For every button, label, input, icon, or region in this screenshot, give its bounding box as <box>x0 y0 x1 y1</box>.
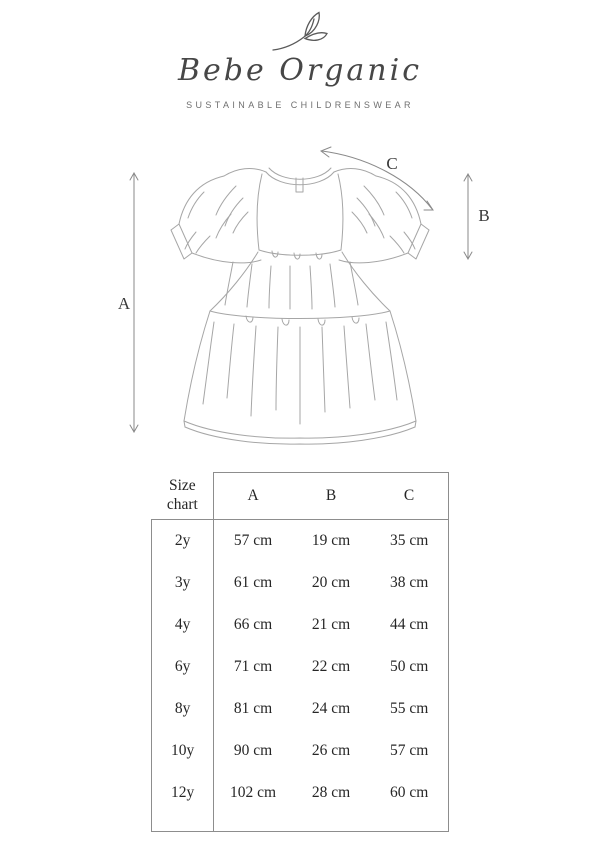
size-label-cell: 3y <box>152 562 214 604</box>
brand-name: Bebe Organic <box>177 53 423 88</box>
measurement-a-cell: 66 cm <box>233 616 273 633</box>
measurement-a-cell: 71 cm <box>233 658 273 675</box>
measurement-arrow-b <box>464 174 472 259</box>
size-chart-corner-label: Size chart <box>166 477 198 513</box>
dress-diagram <box>0 140 600 460</box>
measurement-c-cell: 50 cm <box>370 646 448 688</box>
measurement-arrows <box>130 147 472 432</box>
measurement-a-cell: 102 cm <box>214 772 292 832</box>
measurement-b-cell: 22 cm <box>311 658 351 675</box>
measurement-c-cell: 35 cm <box>370 520 448 563</box>
measurement-b-cell: 28 cm <box>292 772 370 832</box>
dress-sketch <box>171 168 429 444</box>
measurement-arrow-c <box>321 147 433 210</box>
measurement-a-cell: 81 cm <box>233 700 273 717</box>
column-header-a: A <box>214 473 292 520</box>
size-chart-row <box>152 730 449 772</box>
brand-logo <box>0 10 600 110</box>
measurement-c-cell: 57 cm <box>370 730 448 772</box>
measurement-b-cell: 24 cm <box>311 700 351 717</box>
size-label-cell: 8y <box>152 688 214 730</box>
column-header-b: B <box>292 473 370 520</box>
measurement-a-cell: 57 cm <box>233 532 273 549</box>
measurement-a-cell: 90 cm <box>233 742 273 759</box>
measurement-b-cell: 20 cm <box>311 574 351 591</box>
measurement-label-a: A <box>117 294 131 313</box>
measurement-b-cell: 26 cm <box>311 742 351 759</box>
measurement-a-cell: 61 cm <box>233 574 273 591</box>
measurement-b-cell: 19 cm <box>311 532 351 549</box>
measurement-arrow-a <box>130 173 138 432</box>
measurement-c-cell: 55 cm <box>370 688 448 730</box>
size-chart-row <box>152 604 449 646</box>
measurement-c-cell: 38 cm <box>370 562 448 604</box>
sprig-icon <box>271 10 329 52</box>
size-chart-table <box>151 472 449 832</box>
measurement-label-b: B <box>478 206 490 225</box>
measurement-label-c: C <box>386 154 398 173</box>
column-header-c: C <box>370 473 448 520</box>
size-label-cell: 4y <box>152 604 214 646</box>
size-chart-row <box>152 520 449 563</box>
brand-tagline: SUSTAINABLE CHILDRENSWEAR <box>186 100 414 110</box>
measurement-labels <box>118 154 490 313</box>
size-chart-row <box>152 646 449 688</box>
size-chart-header-row <box>152 473 449 520</box>
measurement-c-cell: 44 cm <box>370 604 448 646</box>
size-label-cell: 6y <box>152 646 214 688</box>
size-chart-corner-cell <box>152 473 214 520</box>
size-chart-section <box>151 472 449 832</box>
size-chart-row <box>152 562 449 604</box>
size-chart-row <box>152 688 449 730</box>
measurement-c-cell: 60 cm <box>370 772 448 832</box>
measurement-b-cell: 21 cm <box>311 616 351 633</box>
size-label-cell: 12y <box>152 772 214 832</box>
size-label-cell: 2y <box>152 520 214 563</box>
size-label-cell: 10y <box>152 730 214 772</box>
size-chart-row <box>152 772 449 832</box>
